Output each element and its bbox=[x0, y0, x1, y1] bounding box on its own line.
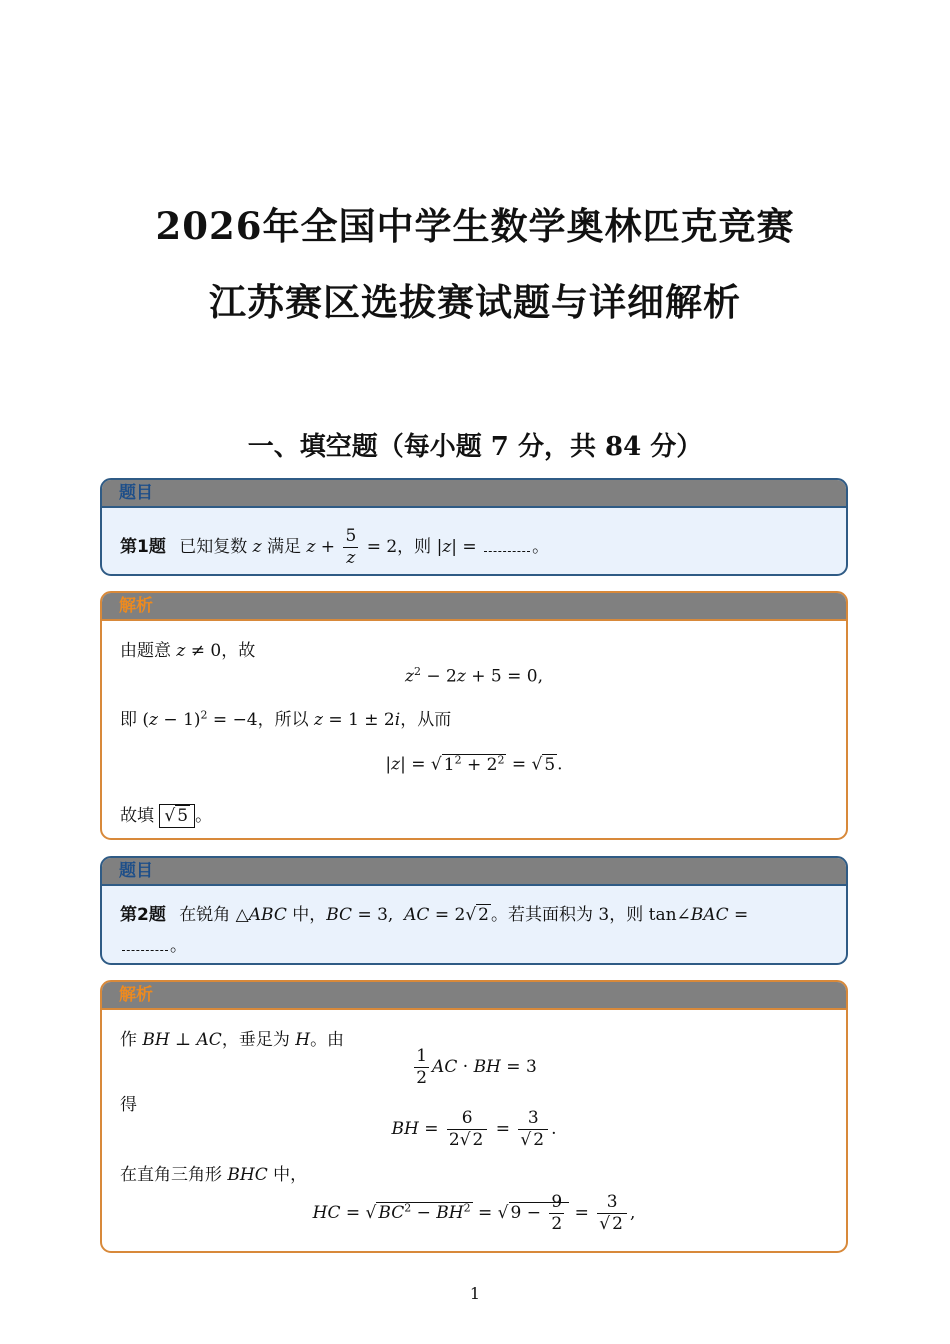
title-line-2: 江苏赛区选拔赛试题与详细解析 bbox=[209, 280, 741, 324]
solution-1-line-1: 由题意 z ≠ 0，故 bbox=[120, 641, 256, 661]
boxed-answer: √ 5 bbox=[159, 804, 195, 828]
question-label: 题目 bbox=[102, 858, 846, 886]
equation: $z^2 - 2z + 5 = 0$, bbox=[405, 665, 543, 687]
solution-2-line-2: 得 bbox=[120, 1095, 137, 1115]
solution-label: 解析 bbox=[102, 593, 846, 621]
question-box-2 bbox=[100, 856, 848, 965]
question-1-text: 第1题 已知复数 z 满足 z + $\frac{5}{z}$ = 2，则 |z| = 。 bbox=[120, 526, 550, 568]
question-box-1 bbox=[100, 478, 848, 576]
solution-2-line-3: 在直角三角形 BHC 中， bbox=[120, 1165, 308, 1185]
equation: HC = √ $BC^2 - BH^2$ = √ 9 − $\frac{9}{2}$ = $\frac{3}{√ 2}$ , bbox=[312, 1192, 636, 1234]
title-line-1: 2026年全国中学生数学奥林匹克竞赛 bbox=[155, 204, 795, 248]
question-number: 第2题 bbox=[120, 905, 166, 925]
question-label: 题目 bbox=[102, 480, 846, 508]
solution-2-line-1: 作 BH ⊥ AC，垂足为 H。由 bbox=[120, 1030, 345, 1050]
answer-blank bbox=[484, 551, 530, 552]
equation: |z| = √ $1^2 + 2^2$ = √ 5 . bbox=[385, 753, 563, 775]
question-number: 第1题 bbox=[120, 537, 166, 557]
solution-box-1 bbox=[100, 591, 848, 840]
section-heading: 一、填空题（每小题 7 分，共 84 分） bbox=[247, 432, 703, 462]
page-number: 1 bbox=[469, 1284, 481, 1303]
equation: BH = $\frac{6}{2√ 2}$ = $\frac{3}{√ 2}$ . bbox=[391, 1108, 557, 1150]
answer-blank bbox=[122, 950, 168, 951]
solution-box-2 bbox=[100, 980, 848, 1253]
question-2-text: 第2题 在锐角 △ABC 中，BC = 3, AC = 2√ 2 。若其面积为 3，则 tan∠BAC = bbox=[120, 905, 749, 925]
equation: $\frac{1}{2}$ AC · BH = 3 bbox=[416, 1046, 537, 1088]
solution-1-line-3: 故填 √ 5 。 bbox=[120, 806, 213, 826]
question-2-text-cont: 。 bbox=[120, 931, 187, 956]
solution-1-line-2: 即 $(z - 1)^2 = -4$，所以 z = 1 ± 2i，从而 bbox=[120, 708, 452, 730]
solution-label: 解析 bbox=[102, 982, 846, 1010]
